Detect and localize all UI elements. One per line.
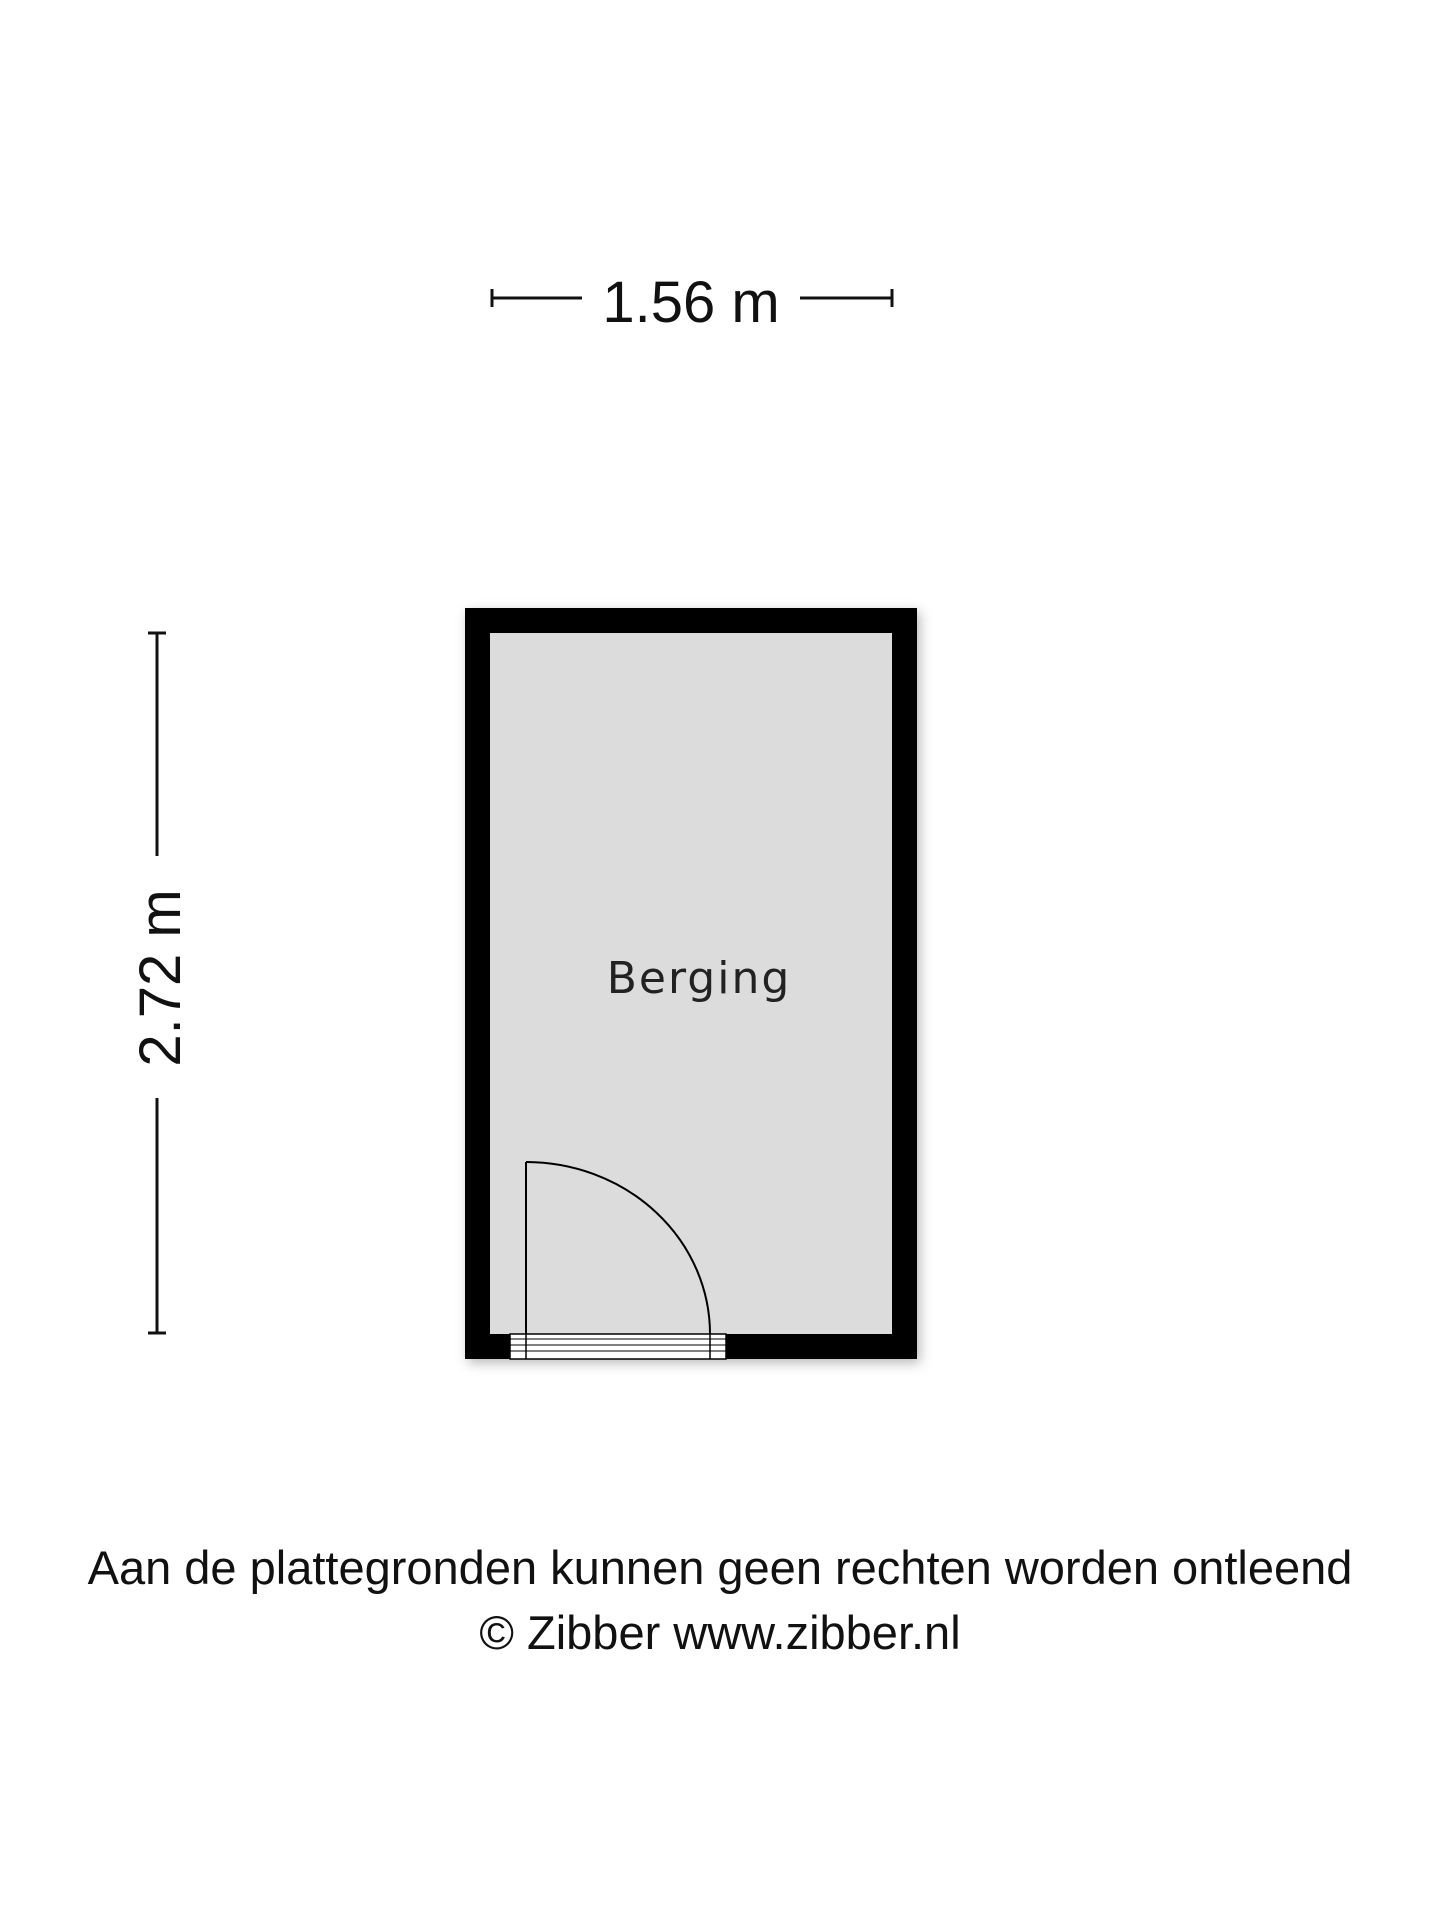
disclaimer-text: Aan de plattegronden kunnen geen rechten worden ontleend [87,1541,1353,1594]
copyright-text: © Zibber www.zibber.nl [479,1606,961,1659]
width-dimension-label: 1.56 m [602,270,780,335]
room-label: Berging [606,953,792,1004]
height-dimension [128,633,193,1333]
width-dimension [492,270,892,335]
height-dimension-label: 2.72 m [128,889,193,1067]
room-berging [465,608,917,1359]
door-opening [510,1334,726,1359]
